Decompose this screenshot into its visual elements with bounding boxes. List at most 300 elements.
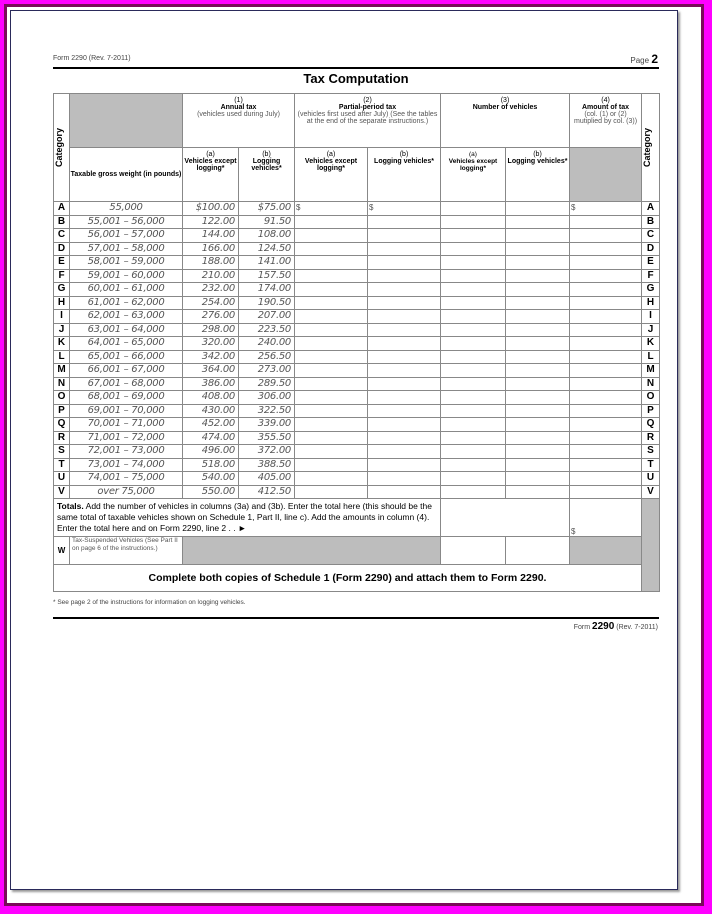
table-row [54, 215, 660, 229]
suspended-row [54, 537, 660, 565]
totals-text [54, 499, 441, 537]
col1a-label: Vehicles except logging* [184, 158, 237, 172]
row-category: I [54, 310, 70, 324]
col4-header [570, 94, 642, 148]
partial-tax-a-input[interactable] [295, 445, 368, 459]
row-category-right: Q [642, 418, 660, 432]
num-vehicles-b-input[interactable] [506, 337, 570, 351]
col1-header [183, 94, 295, 148]
num-vehicles-a-input[interactable] [441, 256, 506, 270]
col3-num: (3) [500, 97, 510, 104]
row-category-right: M [642, 364, 660, 378]
table-row [54, 431, 660, 445]
partial-tax-b-input[interactable] [368, 269, 441, 283]
row-category: M [54, 364, 70, 378]
num-vehicles-b-input[interactable] [506, 485, 570, 499]
amount-of-tax-input[interactable] [570, 472, 642, 486]
partial-tax-a-input[interactable] [295, 418, 368, 432]
col2a-num: (a) [326, 151, 336, 158]
partial-tax-a-input[interactable] [295, 283, 368, 297]
col1a-header [183, 148, 239, 202]
row-weight: 62,001 – 63,000 [70, 310, 183, 324]
row-annual-tax-a: 550.00 [183, 485, 239, 499]
total-vehicles-input[interactable] [441, 499, 570, 537]
row-category: S [54, 445, 70, 459]
num-vehicles-a-input[interactable] [441, 472, 506, 486]
row-weight: 68,001 – 69,000 [70, 391, 183, 405]
col2-num: (2) [363, 97, 372, 104]
partial-tax-b-input[interactable] [368, 310, 441, 324]
num-vehicles-a-input[interactable] [441, 202, 506, 216]
col3a-num: (a) [469, 151, 477, 158]
partial-tax-a-input[interactable] [295, 215, 368, 229]
num-vehicles-b-input[interactable] [506, 445, 570, 459]
row-annual-tax-a: 254.00 [183, 296, 239, 310]
table-row [54, 256, 660, 270]
row-weight: 57,001 – 58,000 [70, 242, 183, 256]
amount-of-tax-input[interactable]: $ [570, 202, 642, 216]
amount-of-tax-input[interactable] [570, 431, 642, 445]
page-indicator [630, 52, 658, 66]
num-vehicles-a-input[interactable] [441, 445, 506, 459]
row-category-right: S [642, 445, 660, 459]
num-vehicles-a-input[interactable] [441, 404, 506, 418]
num-vehicles-a-input[interactable] [441, 418, 506, 432]
row-category: E [54, 256, 70, 270]
row-annual-tax-a: 540.00 [183, 472, 239, 486]
row-weight: 67,001 – 68,000 [70, 377, 183, 391]
row-category: B [54, 215, 70, 229]
totals-bold: Totals. [57, 501, 84, 511]
num-vehicles-a-input[interactable] [441, 296, 506, 310]
row-annual-tax-b: 190.50 [239, 296, 295, 310]
num-vehicles-b-input[interactable] [506, 377, 570, 391]
partial-tax-a-input[interactable] [295, 269, 368, 283]
row-annual-tax-a: 276.00 [183, 310, 239, 324]
row-annual-tax-b: 388.50 [239, 458, 295, 472]
partial-tax-a-input[interactable] [295, 296, 368, 310]
partial-tax-a-input[interactable] [295, 310, 368, 324]
num-vehicles-a-input[interactable] [441, 323, 506, 337]
row-category: Q [54, 418, 70, 432]
row-annual-tax-a: 496.00 [183, 445, 239, 459]
row-annual-tax-a: 320.00 [183, 337, 239, 351]
amount-of-tax-input[interactable] [570, 377, 642, 391]
row-category: H [54, 296, 70, 310]
amount-of-tax-input[interactable] [570, 242, 642, 256]
partial-tax-a-input[interactable] [295, 485, 368, 499]
num-vehicles-a-input[interactable] [441, 364, 506, 378]
partial-tax-a-input[interactable] [295, 242, 368, 256]
row-category-right: R [642, 431, 660, 445]
row-annual-tax-a: 342.00 [183, 350, 239, 364]
num-vehicles-a-input[interactable] [441, 229, 506, 243]
amount-of-tax-input[interactable] [570, 391, 642, 405]
row-category-right: B [642, 215, 660, 229]
gray-cell [183, 537, 441, 565]
table-row [54, 350, 660, 364]
row-annual-tax-b: 240.00 [239, 337, 295, 351]
num-vehicles-a-input[interactable] [441, 391, 506, 405]
table-row [54, 445, 660, 459]
partial-tax-b-input[interactable] [368, 418, 441, 432]
row-category-right: N [642, 377, 660, 391]
row-category-right: F [642, 269, 660, 283]
gray-cell [570, 148, 642, 202]
amount-of-tax-input[interactable] [570, 323, 642, 337]
col3b-label: Logging vehicles* [507, 158, 568, 165]
row-weight: 56,001 – 57,000 [70, 229, 183, 243]
row-category-right: D [642, 242, 660, 256]
col3a-label: Vehicles except logging* [448, 158, 498, 172]
partial-tax-b-input[interactable] [368, 364, 441, 378]
row-annual-tax-a: 452.00 [183, 418, 239, 432]
row-annual-tax-a: 518.00 [183, 458, 239, 472]
page-number: 2 [651, 52, 658, 66]
page-title: Tax Computation [303, 71, 409, 86]
weight-header: Taxable gross weight (in pounds) [70, 148, 183, 202]
num-vehicles-b-input[interactable] [506, 215, 570, 229]
partial-tax-b-input[interactable] [368, 323, 441, 337]
num-vehicles-b-input[interactable] [506, 472, 570, 486]
num-vehicles-b-input[interactable] [506, 404, 570, 418]
amount-of-tax-input[interactable] [570, 296, 642, 310]
row-category: T [54, 458, 70, 472]
row-annual-tax-b: 207.00 [239, 310, 295, 324]
row-annual-tax-b: 322.50 [239, 404, 295, 418]
row-category: U [54, 472, 70, 486]
complete-row [54, 565, 660, 592]
row-category-right: A [642, 202, 660, 216]
amount-of-tax-input[interactable] [570, 269, 642, 283]
row-category-right: G [642, 283, 660, 297]
partial-tax-a-input[interactable] [295, 323, 368, 337]
gray-cell [642, 499, 660, 592]
num-vehicles-b-input[interactable] [506, 350, 570, 364]
partial-tax-a-input[interactable] [295, 391, 368, 405]
col3a-header [441, 148, 506, 202]
row-annual-tax-a: 144.00 [183, 229, 239, 243]
num-vehicles-a-input[interactable] [441, 283, 506, 297]
partial-tax-a-input[interactable] [295, 472, 368, 486]
row-annual-tax-b: 223.50 [239, 323, 295, 337]
partial-tax-b-input[interactable] [368, 242, 441, 256]
row-weight: 59,001 – 60,000 [70, 269, 183, 283]
suspended-vehicles-b-input[interactable] [506, 537, 570, 565]
num-vehicles-a-input[interactable] [441, 310, 506, 324]
amount-of-tax-input[interactable] [570, 458, 642, 472]
row-category-right: C [642, 229, 660, 243]
row-weight: 66,001 – 67,000 [70, 364, 183, 378]
row-category-right: O [642, 391, 660, 405]
col2-title: Partial-period tax [338, 104, 397, 111]
row-weight: 60,001 – 61,000 [70, 283, 183, 297]
num-vehicles-b-input[interactable] [506, 229, 570, 243]
row-annual-tax-a: 298.00 [183, 323, 239, 337]
partial-tax-b-input[interactable] [368, 337, 441, 351]
col4-num: (4) [601, 97, 610, 104]
amount-of-tax-input[interactable] [570, 418, 642, 432]
num-vehicles-b-input[interactable] [506, 418, 570, 432]
amount-of-tax-input[interactable] [570, 445, 642, 459]
row-category: J [54, 323, 70, 337]
row-annual-tax-b: 124.50 [239, 242, 295, 256]
row-category-right: T [642, 458, 660, 472]
footer-form-number: 2290 [592, 621, 615, 632]
row-annual-tax-b: 141.00 [239, 256, 295, 270]
amount-of-tax-input[interactable] [570, 283, 642, 297]
partial-tax-b-input[interactable] [368, 229, 441, 243]
partial-tax-a-input[interactable] [295, 404, 368, 418]
footer-rule [53, 617, 659, 619]
row-annual-tax-a: 386.00 [183, 377, 239, 391]
row-annual-tax-b: 273.00 [239, 364, 295, 378]
row-category-right: J [642, 323, 660, 337]
table-row [54, 296, 660, 310]
row-annual-tax-a: $100.00 [183, 202, 239, 216]
row-category-right: K [642, 337, 660, 351]
row-annual-tax-a: 430.00 [183, 404, 239, 418]
row-category-right: H [642, 296, 660, 310]
row-weight: 72,001 – 73,000 [70, 445, 183, 459]
table-row [54, 377, 660, 391]
col2a-header [295, 148, 368, 202]
row-weight: 64,001 – 65,000 [70, 337, 183, 351]
row-category-right: I [642, 310, 660, 324]
row-annual-tax-b: 289.50 [239, 377, 295, 391]
row-annual-tax-b: 256.50 [239, 350, 295, 364]
footer-form-label [574, 621, 658, 632]
row-annual-tax-b: 306.00 [239, 391, 295, 405]
row-category: G [54, 283, 70, 297]
num-vehicles-a-input[interactable] [441, 337, 506, 351]
row-annual-tax-a: 210.00 [183, 269, 239, 283]
amount-of-tax-input[interactable] [570, 485, 642, 499]
row-annual-tax-b: 174.00 [239, 283, 295, 297]
partial-tax-a-input[interactable] [295, 431, 368, 445]
row-annual-tax-b: 372.00 [239, 445, 295, 459]
totals-row [54, 499, 660, 537]
num-vehicles-b-input[interactable] [506, 283, 570, 297]
col3b-header [506, 148, 570, 202]
col2a-label: Vehicles except logging* [304, 158, 358, 172]
col4-sub: (col. (1) or (2) mutiplied by col. (3)) [574, 111, 638, 125]
amount-of-tax-input[interactable] [570, 404, 642, 418]
row-annual-tax-b: $75.00 [239, 202, 295, 216]
amount-of-tax-input[interactable] [570, 229, 642, 243]
gray-cell [570, 537, 642, 565]
partial-tax-b-input[interactable] [368, 296, 441, 310]
partial-tax-b-input[interactable] [368, 458, 441, 472]
col2b-header [368, 148, 441, 202]
row-annual-tax-a: 232.00 [183, 283, 239, 297]
table-row [54, 202, 660, 216]
row-category: O [54, 391, 70, 405]
table-row [54, 472, 660, 486]
footer-rev: (Rev. 7-2011) [616, 624, 658, 631]
row-category: D [54, 242, 70, 256]
table-row [54, 269, 660, 283]
partial-tax-b-input[interactable]: $ [368, 202, 441, 216]
num-vehicles-b-input[interactable] [506, 242, 570, 256]
row-annual-tax-b: 405.00 [239, 472, 295, 486]
num-vehicles-b-input[interactable] [506, 202, 570, 216]
table-row [54, 404, 660, 418]
row-annual-tax-a: 364.00 [183, 364, 239, 378]
amount-of-tax-input[interactable] [570, 337, 642, 351]
partial-tax-b-input[interactable] [368, 485, 441, 499]
row-annual-tax-a: 122.00 [183, 215, 239, 229]
col1b-header [239, 148, 295, 202]
partial-tax-a-input[interactable] [295, 377, 368, 391]
form-label: Form 2290 (Rev. 7-2011) [53, 55, 131, 62]
row-category: R [54, 431, 70, 445]
row-annual-tax-a: 408.00 [183, 391, 239, 405]
category-label: Category [642, 127, 653, 167]
category-header-left [54, 94, 70, 202]
col1-title: Annual tax [220, 104, 257, 111]
row-annual-tax-a: 166.00 [183, 242, 239, 256]
num-vehicles-b-input[interactable] [506, 364, 570, 378]
col2-sub: (vehicles first used after July) (See the tables at the end of the separate instructions.) [297, 111, 438, 125]
row-category: P [54, 404, 70, 418]
num-vehicles-a-input[interactable] [441, 215, 506, 229]
partial-tax-a-input[interactable] [295, 350, 368, 364]
total-tax-input[interactable]: $ [570, 499, 642, 537]
row-weight: 61,001 – 62,000 [70, 296, 183, 310]
partial-tax-b-input[interactable] [368, 391, 441, 405]
partial-tax-a-input[interactable] [295, 364, 368, 378]
suspended-label: Tax-Suspended Vehicles (See Part II on page 6 of the instructions.) [70, 537, 183, 565]
row-weight: 73,001 – 74,000 [70, 458, 183, 472]
row-annual-tax-b: 108.00 [239, 229, 295, 243]
table-row [54, 391, 660, 405]
partial-tax-b-input[interactable] [368, 350, 441, 364]
row-weight: over 75,000 [70, 485, 183, 499]
num-vehicles-b-input[interactable] [506, 458, 570, 472]
num-vehicles-a-input[interactable] [441, 350, 506, 364]
totals-instructions: Add the number of vehicles in columns (3a) and (3b). Enter the total here (this should be the same total of taxable vehicles shown on Schedule 1, Part II, line c). Add the amounts in column (4). Enter the total here and on Form 2290, line 2 . . ► [57, 501, 432, 533]
col2b-label: Logging vehicles* [374, 158, 434, 165]
row-category-right: U [642, 472, 660, 486]
partial-tax-b-input[interactable] [368, 283, 441, 297]
amount-of-tax-input[interactable] [570, 256, 642, 270]
row-category-right: E [642, 256, 660, 270]
table-row [54, 458, 660, 472]
gray-cell [70, 94, 183, 148]
col3-title: Number of vehicles [472, 104, 538, 111]
num-vehicles-a-input[interactable] [441, 458, 506, 472]
num-vehicles-a-input[interactable] [441, 485, 506, 499]
row-weight: 71,001 – 72,000 [70, 431, 183, 445]
partial-tax-b-input[interactable] [368, 215, 441, 229]
partial-tax-b-input[interactable] [368, 256, 441, 270]
page-label: Page [630, 56, 650, 65]
num-vehicles-b-input[interactable] [506, 296, 570, 310]
amount-of-tax-input[interactable] [570, 215, 642, 229]
row-category: W [54, 537, 70, 565]
row-category: C [54, 229, 70, 243]
col2b-num: (b) [399, 151, 409, 158]
row-category: F [54, 269, 70, 283]
partial-tax-a-input[interactable] [295, 256, 368, 270]
suspended-vehicles-a-input[interactable] [441, 537, 506, 565]
category-label: Category [54, 127, 64, 167]
header-rule [53, 67, 659, 69]
row-category-right: V [642, 485, 660, 499]
col1-sub: (vehicles used during July) [197, 111, 280, 118]
table-row [54, 364, 660, 378]
table-row [54, 337, 660, 351]
row-weight: 69,001 – 70,000 [70, 404, 183, 418]
row-category: V [54, 485, 70, 499]
row-category: A [54, 202, 70, 216]
col3-header [441, 94, 570, 148]
col1b-label: Logging vehicles* [251, 158, 282, 172]
num-vehicles-a-input[interactable] [441, 242, 506, 256]
partial-tax-b-input[interactable] [368, 445, 441, 459]
table-row [54, 242, 660, 256]
row-annual-tax-b: 339.00 [239, 418, 295, 432]
num-vehicles-b-input[interactable] [506, 391, 570, 405]
row-weight: 70,001 – 71,000 [70, 418, 183, 432]
partial-tax-a-input[interactable]: $ [295, 202, 368, 216]
partial-tax-b-input[interactable] [368, 431, 441, 445]
col3b-num: (b) [533, 151, 542, 158]
num-vehicles-b-input[interactable] [506, 269, 570, 283]
table-row [54, 485, 660, 499]
partial-tax-b-input[interactable] [368, 472, 441, 486]
partial-tax-b-input[interactable] [368, 404, 441, 418]
tax-table [53, 93, 660, 592]
table-row [54, 323, 660, 337]
row-weight: 65,001 – 66,000 [70, 350, 183, 364]
amount-of-tax-input[interactable] [570, 310, 642, 324]
partial-tax-a-input[interactable] [295, 458, 368, 472]
row-weight: 63,001 – 64,000 [70, 323, 183, 337]
row-annual-tax-b: 412.50 [239, 485, 295, 499]
amount-of-tax-input[interactable] [570, 364, 642, 378]
num-vehicles-a-input[interactable] [441, 269, 506, 283]
partial-tax-a-input[interactable] [295, 229, 368, 243]
footnote: * See page 2 of the instructions for information on logging vehicles. [53, 599, 246, 606]
col1-num: (1) [234, 97, 243, 104]
row-category-right: P [642, 404, 660, 418]
col4-title: Amount of tax [581, 104, 630, 111]
amount-of-tax-input[interactable] [570, 350, 642, 364]
col1b-num: (b) [262, 151, 271, 158]
footer-form-word: Form [573, 624, 591, 631]
num-vehicles-b-input[interactable] [506, 431, 570, 445]
row-category-right: L [642, 350, 660, 364]
num-vehicles-a-input[interactable] [441, 431, 506, 445]
row-weight: 58,001 – 59,000 [70, 256, 183, 270]
table-row [54, 283, 660, 297]
partial-tax-a-input[interactable] [295, 337, 368, 351]
num-vehicles-b-input[interactable] [506, 256, 570, 270]
num-vehicles-b-input[interactable] [506, 323, 570, 337]
col1a-num: (a) [206, 151, 215, 158]
row-annual-tax-a: 188.00 [183, 256, 239, 270]
table-row [54, 418, 660, 432]
row-annual-tax-b: 157.50 [239, 269, 295, 283]
partial-tax-b-input[interactable] [368, 377, 441, 391]
table-row [54, 310, 660, 324]
num-vehicles-a-input[interactable] [441, 377, 506, 391]
row-weight: 55,001 – 56,000 [70, 215, 183, 229]
row-annual-tax-b: 91.50 [239, 215, 295, 229]
num-vehicles-b-input[interactable] [506, 310, 570, 324]
